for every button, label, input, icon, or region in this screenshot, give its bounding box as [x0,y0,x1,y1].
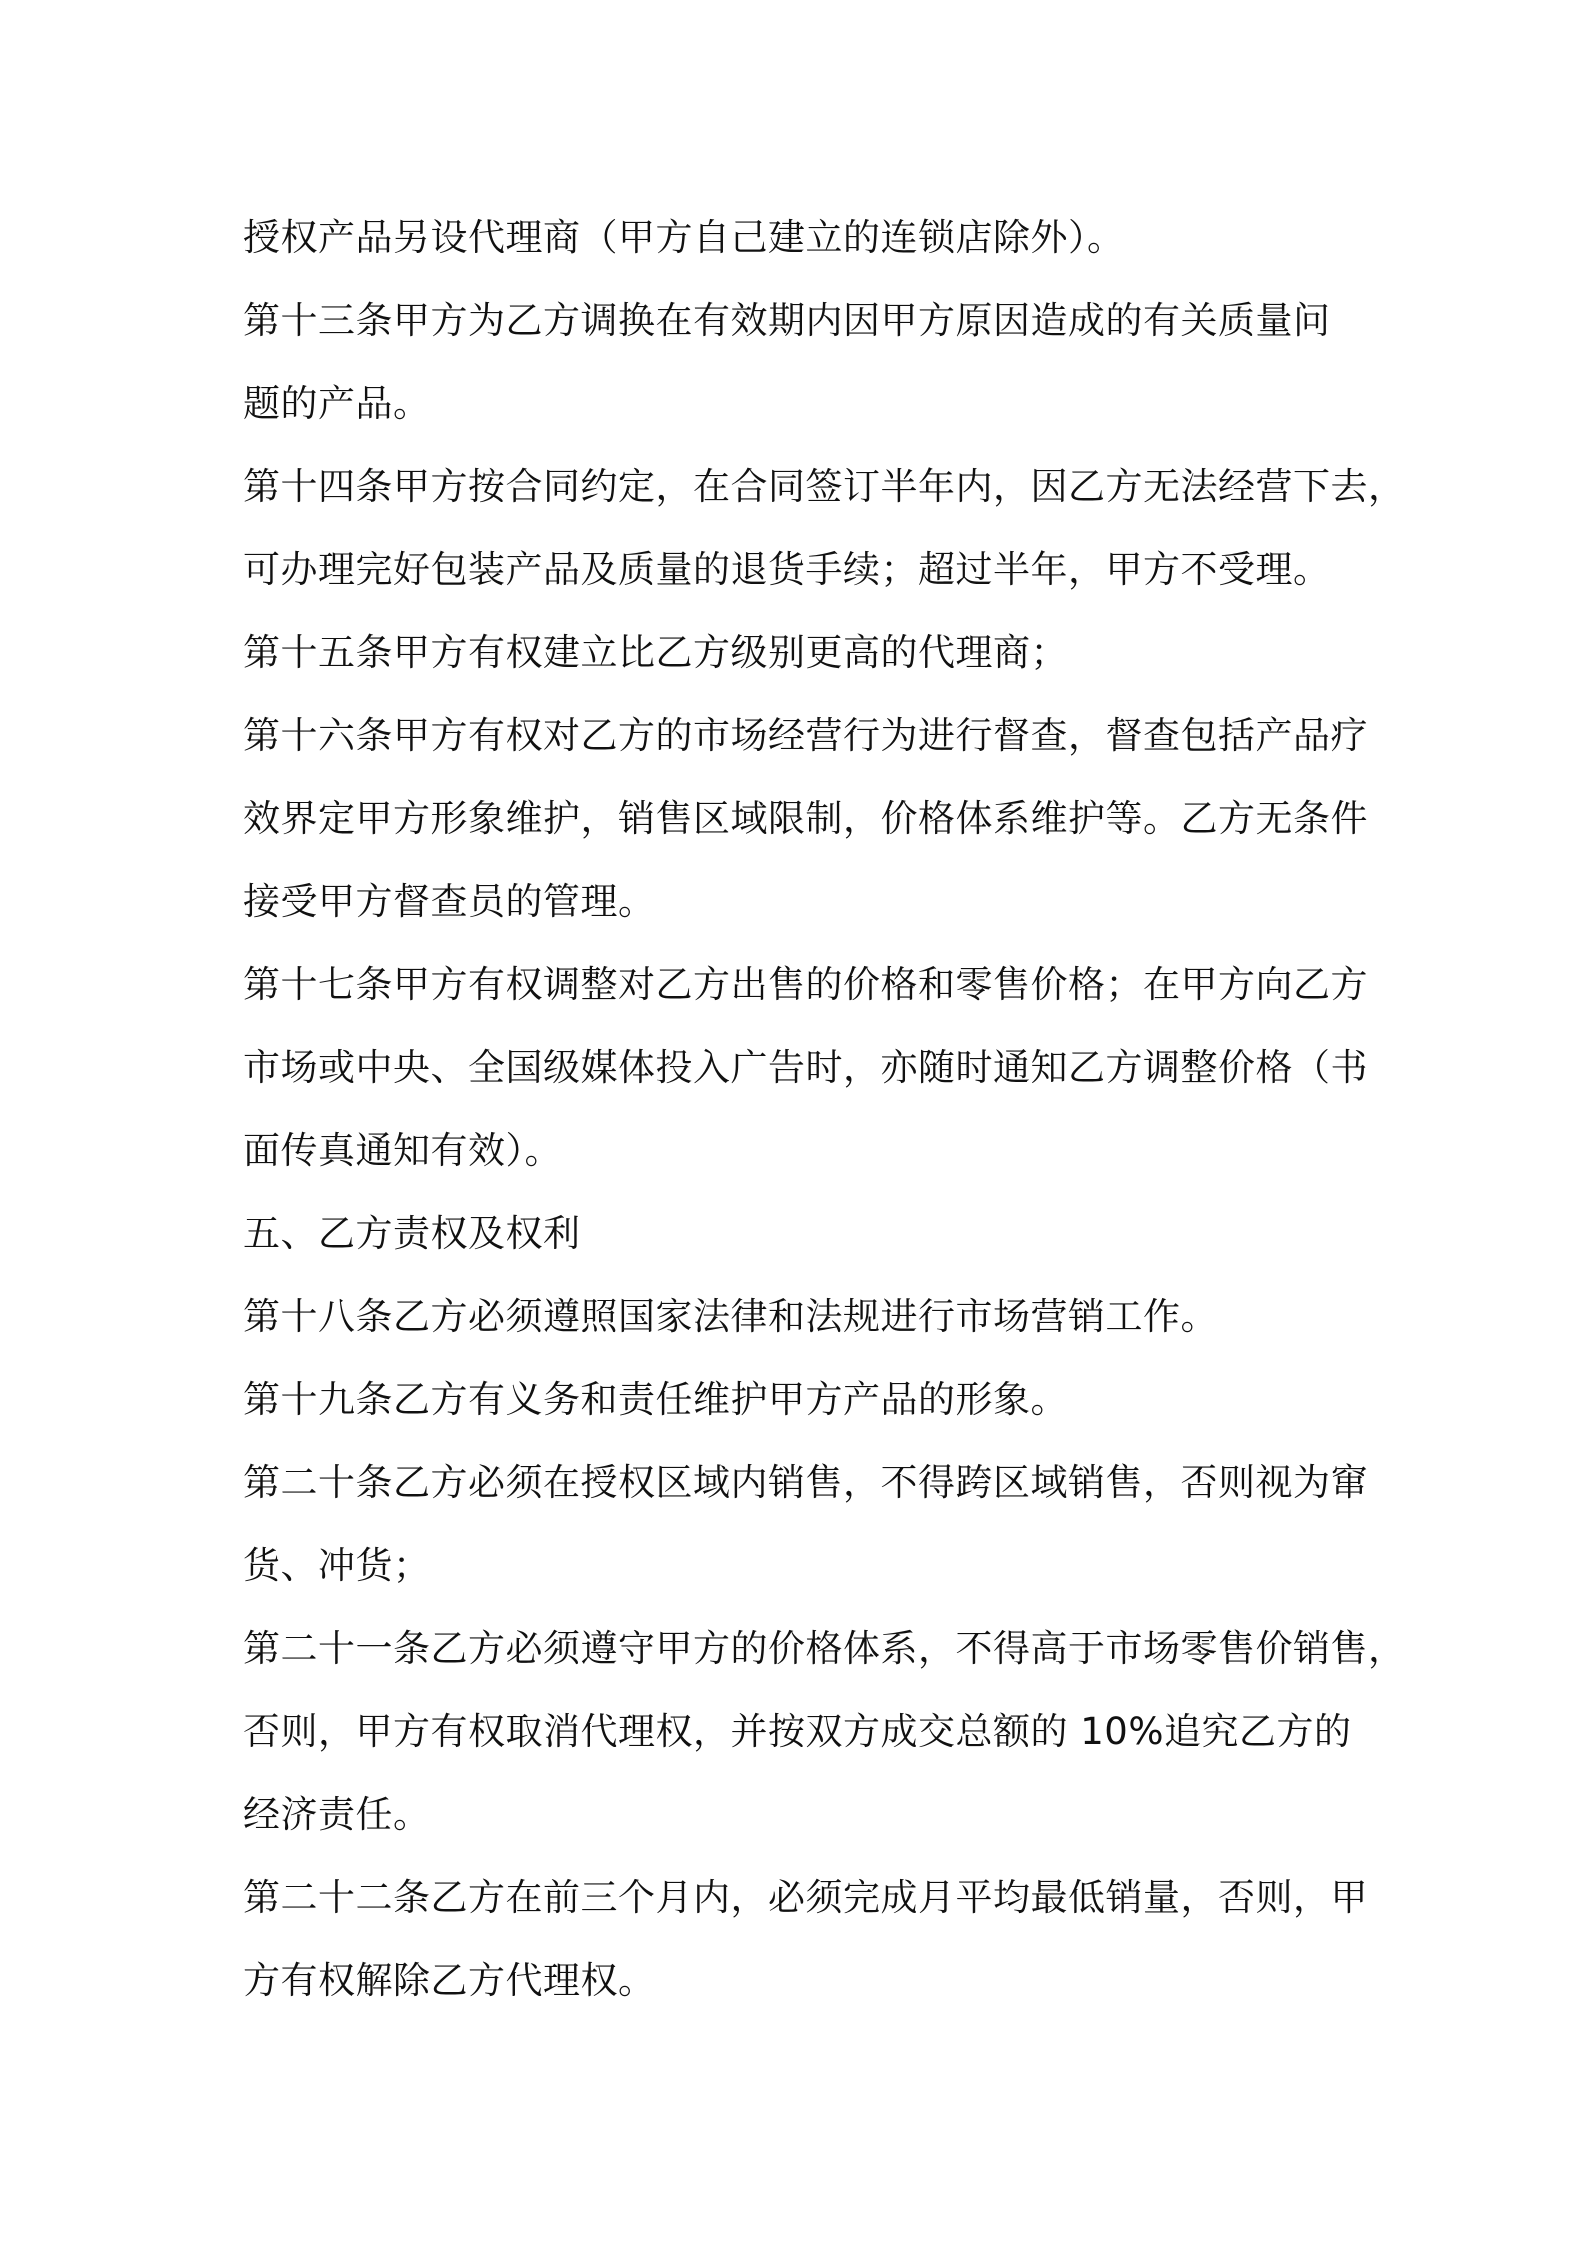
text-line: 可办理完好包装产品及质量的退货手续；超过半年，甲方不受理。 [243,548,1331,591]
section-heading: 五、乙方责权及权利 [243,1212,581,1255]
text-line: 第十四条甲方按合同约定，在合同签订半年内，因乙方无法经营下去， [243,465,1406,508]
text-line: 第二十一条乙方必须遵守甲方的价格体系，不得高于市场零售价销售， [243,1627,1406,1670]
text-line: 授权产品另设代理商（甲方自己建立的连锁店除外）。 [243,216,1125,259]
text-line: 第十七条甲方有权调整对乙方出售的价格和零售价格；在甲方向乙方 [243,963,1368,1006]
text-line: 接受甲方督查员的管理。 [243,880,656,923]
text-line: 货、冲货； [243,1544,431,1587]
text-line: 第十九条乙方有义务和责任维护甲方产品的形象。 [243,1378,1068,1421]
text-line: 题的产品。 [243,382,431,425]
text-line: 第十五条甲方有权建立比乙方级别更高的代理商； [243,631,1068,674]
text-line: 市场或中央、全国级媒体投入广告时，亦随时通知乙方调整价格（书 [243,1046,1368,1089]
text-line: 第十三条甲方为乙方调换在有效期内因甲方原因造成的有关质量问 [243,299,1331,342]
text-line: 经济责任。 [243,1793,431,1836]
text-line: 方有权解除乙方代理权。 [243,1959,656,2002]
text-line: 第十六条甲方有权对乙方的市场经营行为进行督查，督查包括产品疗 [243,714,1368,757]
document-body [243,196,1406,2022]
text-line: 面传真通知有效）。 [243,1129,562,1172]
text-line: 否则，甲方有权取消代理权，并按双方成交总额的 10%追究乙方的 [243,1710,1352,1753]
text-line: 第十八条乙方必须遵照国家法律和法规进行市场营销工作。 [243,1295,1218,1338]
text-line: 效界定甲方形象维护，销售区域限制，价格体系维护等。乙方无条件 [243,797,1368,840]
text-line: 第二十二条乙方在前三个月内，必须完成月平均最低销量，否则，甲 [243,1876,1368,1919]
text-line: 第二十条乙方必须在授权区域内销售，不得跨区域销售，否则视为窜 [243,1461,1368,1504]
